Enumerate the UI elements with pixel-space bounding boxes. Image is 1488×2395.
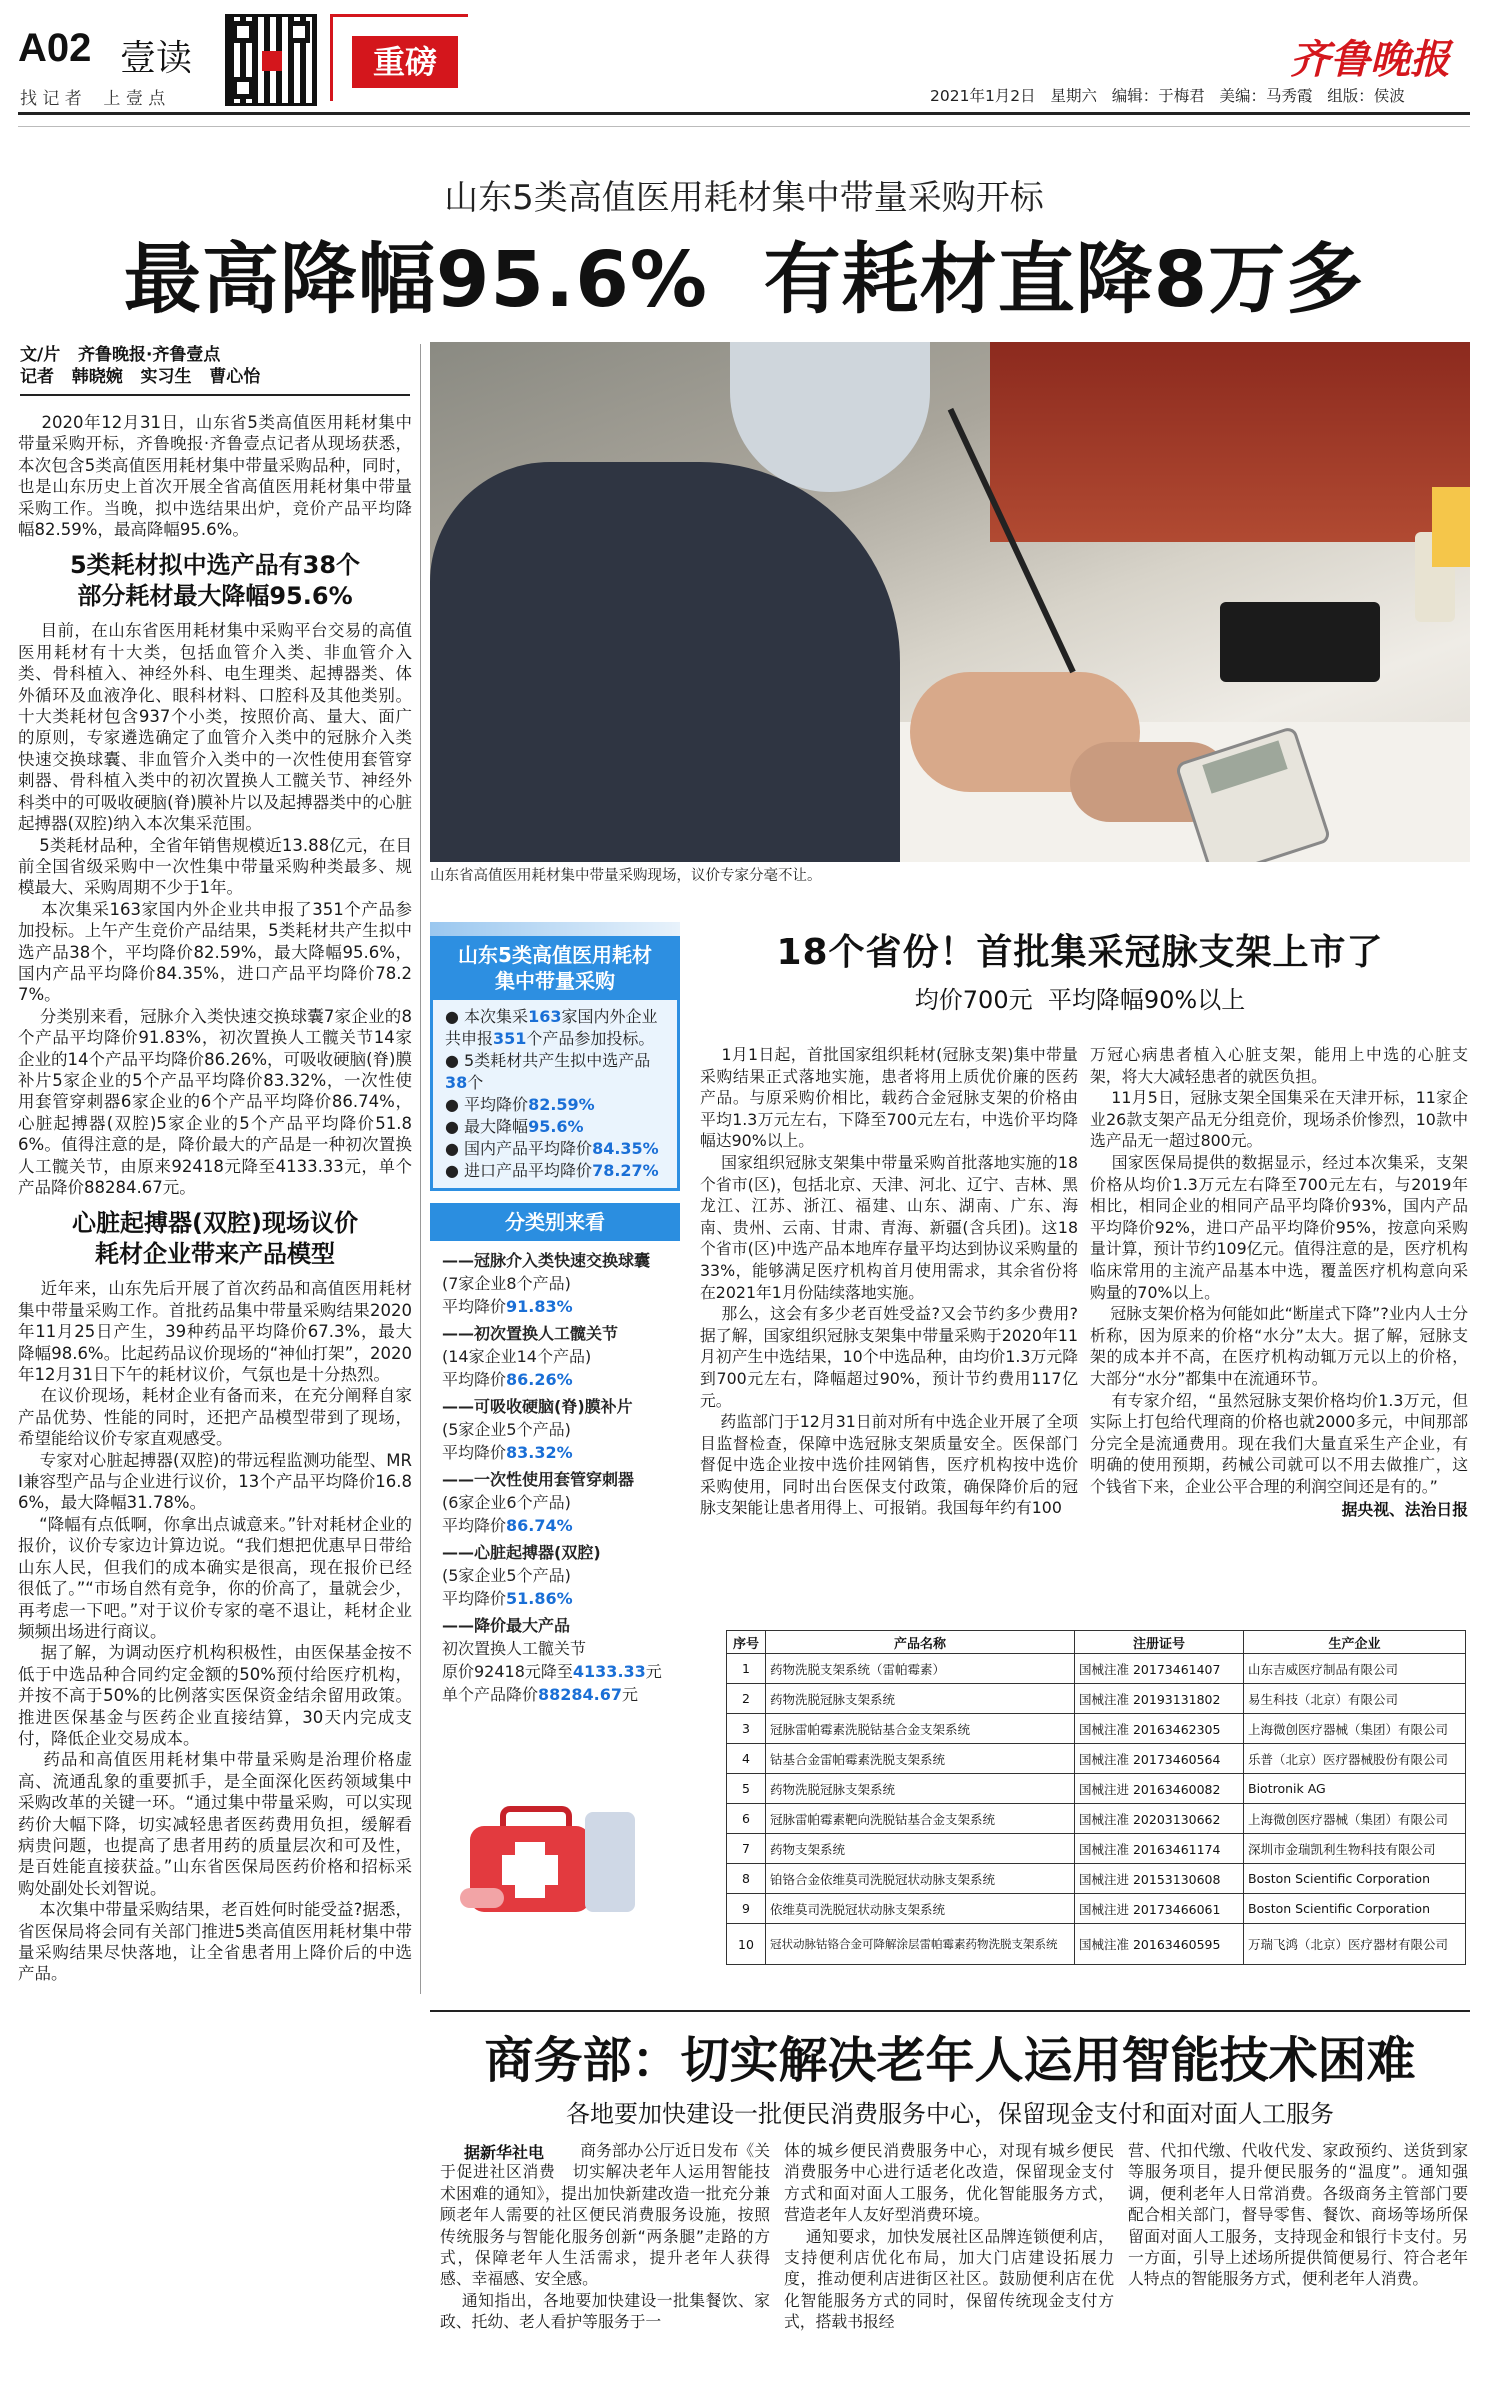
table-header-cell: 注册证号 <box>1075 1631 1244 1654</box>
stent-column-a: 1月1日起，首批国家组织耗材(冠脉支架)集中带量采购结果正式落地实施，患者将用上质优价廉的医药产品。与原采购价相比，载药合金冠脉支架的价格由平均1.3万元左右，下降至700元左右，中选价平均降幅达90%以上。 国家组织冠脉支架集中带量采购首批落地实施的18个省市(区)，包括北京、天津、河北、辽宁、吉林、黑龙江、江苏、浙江、福建、山东、湖南、广东、海南、贵州、云南、甘肃、青海、新疆(含兵团)。这18个省市(区)中选产品本地库存量平均达到协议采购量的33%，能够满足医疗机构首月使用需求，其余省份将在2021年1月份陆续落地实施。 那么，这会有多少老百姓受益?又会节约多少费用?据了解，国家组织冠脉支架集中带量采购于2020年11月初产生中选结果，10个中选品种，由均价1.3万元降到700元左右，降幅超过90%，预计节约费用117亿元。 药监部门于12月31日前对所有中选企业开展了全项目监督检查，保障中选冠脉支架质量安全。医保部门督促中选企业按中选价挂网销售，医疗机构按中选价采购使用，同时出台医保支付政策，确保降价后的冠脉支架能让患者用得上、可报销。我国每年约有100 <box>700 1045 1078 1518</box>
byline-rule <box>20 394 410 396</box>
table-row: 6 冠脉雷帕霉素靶向洗脱钴基合金支架系统 国械注准 20203130662 上海微创医疗器械（集团）有限公司 <box>727 1804 1466 1834</box>
sidebar-summary-item: ● 国内产品平均降价84.35% <box>445 1139 659 1158</box>
category-item: ——一次性使用套管穿刺器 (6家企业6个产品) 平均降价86.74% <box>442 1470 635 1535</box>
article-body-2: 近年来，山东先后开展了首次药品和高值医用耗材集中带量采购工作。首批药品集中带量采购结果2020年11月25日产生，39种药品平均降价67.3%，最大降幅98.6%。比起药品议价现场的“神仙打架”，2020年12月31日下午的耗材议价，气氛也是十分热烈。 在议价现场，耗材企业有备而来，在充分阐释自家产品优势、性能的同时，还把产品模型带到了现场，希望能给议价专家直观感受。 专家对心脏起搏器(双腔)的带远程监测功能型、MRI兼容型产品与企业进行议价，13个产品平均降价16.86%，最大降幅31.78%。 “降幅有点低啊，你拿出点诚意来。”针对耗材企业的报价，议价专家边计算边说。“我们想把优惠早日带给山东人民，但我们的成本确实是很高，现在报价已经很低了。”“市场自然有竞争，你的价高了，量就会少，再考虑一下吧。”对于议价专家的毫不退让，耗材企业频频出场进行商议。 据了解，为调动医疗机构积极性，由医保基金按不低于中选品种合同约定金额的50%预付给医疗机构，并按不高于50%的比例落实医保资金结余留用政策。推进医保基金与医药企业直接结算，30天内完成支付，降低企业交易成本。 药品和高值医用耗材集中带量采购是治理价格虚高、流通乱象的重要抓手，是全面深化医药领域集中采购改革的关键一环。“通过集中带量采购，可以实现药价大幅下降，切实减轻患者医药费用负担，缓解看病贵问题，也提高了患者用药的质量层次和可及性，是百姓能直接获益。”山东省医保局医药价格和招标采购处副处长刘智说。 本次集中带量采购结果，老百姓何时能受益?据悉，省医保局将会同有关部门推进5类高值医用耗材集中带量采购结果尽快落地，让全省患者用上降价后的中选产品。 <box>18 1279 413 1984</box>
sidebar-summary <box>430 1000 680 1191</box>
table-row: 1 药物洗脱支架系统（雷帕霉素） 国械注准 20173461407 山东吉威医疗制品有限公司 <box>727 1654 1466 1684</box>
byline-line1: 文/片 齐鲁晚报·齐鲁壹点 <box>20 345 221 365</box>
headline-kicker: 山东5类高值医用耗材集中带量采购开标 <box>444 178 1044 218</box>
subhead-2: 心脏起搏器(双腔)现场议价 耗材企业带来产品模型 <box>72 1209 358 1269</box>
news-photo <box>430 342 1470 862</box>
table-row: 3 冠脉雷帕霉素洗脱钴基合金支架系统 国械注准 20163462305 上海微创医疗器械（集团）有限公司 <box>727 1714 1466 1744</box>
stent-product-table <box>726 1630 1466 1965</box>
table-row: 7 药物支架系统 国械注准 20163461174 深圳市金瑞凯利生物科技有限公司 <box>727 1834 1466 1864</box>
sidebar-category-title: 分类别来看 <box>430 1203 680 1241</box>
stent-subtitle: 均价700元 平均降幅90%以上 <box>914 986 1246 1014</box>
commerce-top-rule <box>430 2010 1470 2012</box>
byline-line2: 记者 韩晓婉 实习生 曹心怡 <box>20 367 261 387</box>
category-item: ——初次置换人工髋关节 (14家企业14个产品) 平均降价86.26% <box>442 1324 619 1389</box>
table-header-cell: 生产企业 <box>1244 1631 1466 1654</box>
section-name: 壹读 <box>120 38 193 79</box>
sidebar-summary-item: ● 进口产品平均降价78.27% <box>445 1161 659 1180</box>
tagline: 找 记 者 上 壹 点 <box>20 89 166 109</box>
product-table <box>726 1630 1466 1965</box>
commerce-column-b: 体的城乡便民消费服务中心，对现有城乡便民消费服务中心进行适老化改造，保留现金支付方式和面对面人工服务，优化智能服务方式，营造老年人友好型消费环境。 通知要求，加快发展社区品牌连锁便利店，支持便利店优化布局，加大门店建设拓展力度，推动便利店进街区社区。鼓励便利店在优化智能服务方式的同时，保留传统现金支付方式，搭载书报经 <box>784 2141 1114 2332</box>
table-row: 4 钴基合金雷帕霉素洗脱支架系统 国械注准 20173460564 乐普（北京）医疗器械股份有限公司 <box>727 1744 1466 1774</box>
commerce-column-c: 营、代扣代缴、代收代发、家政预约、送货到家等服务项目，提升便民服务的“温度”。通知强调，便利老年人日常消费。各级商务主管部门要配合相关部门，督导零售、餐饮、商场等场所保留面对面人工服务，支持现金和银行卡支付。另一方面，引导上述场所提供简便易行、符合老年人特点的智能服务方式，便利老年人消费。 <box>1128 2141 1468 2289</box>
stent-title: 18个省份！首批集采冠脉支架上市了 <box>776 932 1384 973</box>
stent-column-b: 万冠心病患者植入心脏支架，能用上中选的心脏支架，将大大减轻患者的就医负担。 11月5日，冠脉支架全国集采在天津开标，11家企业26款支架产品无分组竞价，现场杀价惨烈，10款中选产品无一超过800元。 国家医保局提供的数据显示，经过本次集采，支架价格从均价1.3万元左右降至700元左右，与2019年相比，相同企业的相同产品平均降价93%，国内产品平均降价92%，进口产品平均降价95%，按意向采购量计算，预计节约109亿元。值得注意的是，医疗机构临床常用的主流产品基本中选，覆盖医疗机构意向采购量的70%以上。 冠脉支架价格为何能如此“断崖式下降”?业内人士分析称，因为原来的价格“水分”太大。据了解，冠脉支架的成本并不高，在医疗机构动辄万元以上的价格，大部分“水分”都集中在流通环节。 有专家介绍，“虽然冠脉支架价格均价1.3万元，但实际上打包给代理商的价格也就2000多元，中间那部分完全是流通费用。现在我们大量直采生产企业，有明确的使用预期，药械公司就可以不用去做推广，这个钱省下来，企业公平合理的利润空间还是有的。” 据央视、法治日报 <box>1090 1045 1468 1520</box>
table-row: 9 依维莫司洗脱冠状动脉支架系统 国械注进 20173466061 Boston Scientific Corporation <box>727 1894 1466 1924</box>
table-row: 10 冠状动脉钴铬合金可降解涂层雷帕霉素药物洗脱支架系统 国械注准 20163460595 万瑞飞鸿（北京）医疗器材有限公司 <box>727 1924 1466 1965</box>
max-product: ——降价最大产品 初次置换人工髋关节 原价92418元降至4133.33元 单个产品降价88284.67元 <box>442 1616 662 1704</box>
table-row: 2 药物洗脱冠脉支架系统 国械注准 20193131802 易生科技（北京）有限公司 <box>727 1684 1466 1714</box>
column-left <box>18 412 412 1985</box>
sidebar-categories <box>430 1241 680 1712</box>
commerce-column-a: 据新华社电 商务部办公厅近日发布《关于促进社区消费 切实解决老年人运用智能技术困难的通知》，提出加快新建改造一批充分兼顾老年人需要的社区便民消费服务设施，按照传统服务与智能化服务创新“两条腿”走路的方式，保障老年人生活需求，提升老年人获得感、幸福感、安全感。 通知指出，各地要加快建设一批集餐饮、家政、托幼、老人看护等服务于一 <box>440 2141 770 2332</box>
sidebar-title: 山东5类高值医用耗材 集中带量采购 <box>430 936 680 1000</box>
commerce-title: 商务部：切实解决老年人运用智能技术困难 <box>484 2032 1416 2089</box>
subhead-1: 5类耗材拟中选产品有38个 部分耗材最大降幅95.6% <box>69 551 361 611</box>
photo-caption: 山东省高值医用耗材集中带量采购现场，议价专家分毫不让。 <box>430 868 822 884</box>
table-header-cell: 序号 <box>727 1631 766 1654</box>
masthead <box>0 0 1488 130</box>
category-tag: 重磅 <box>352 36 458 88</box>
masthead-rule-thin <box>18 126 1470 127</box>
category-item: ——冠脉介入类快速交换球囊 (7家企业8个产品) 平均降价91.83% <box>442 1251 651 1316</box>
masthead-rule <box>18 112 1470 115</box>
table-header-row <box>727 1631 1466 1654</box>
headline-main: 最高降幅95.6% 有耗材直降8万多 <box>123 236 1365 325</box>
data-sidebar <box>430 922 680 2002</box>
table-row: 5 药物洗脱冠脉支架系统 国械注进 20163460082 Biotronik AG <box>727 1774 1466 1804</box>
date-line: 2021年1月2日 星期六 编辑：于梅君 美编：马秀霞 组版：侯波 <box>930 87 1405 105</box>
commerce-subtitle: 各地要加快建设一批便民消费服务中心，保留现金支付和面对面人工服务 <box>566 2100 1334 2128</box>
sidebar-summary-item: ● 5类耗材共产生拟中选产品38个 <box>445 1051 651 1092</box>
category-item: ——可吸收硬脑(脊)膜补片 (5家企业5个产品) 平均降价83.32% <box>442 1397 633 1462</box>
column-divider <box>420 344 421 1994</box>
sidebar-summary-item: ● 最大降幅95.6% <box>445 1117 584 1136</box>
sidebar-summary-item: ● 平均降价82.59% <box>445 1095 595 1114</box>
table-header-cell: 产品名称 <box>766 1631 1075 1654</box>
qr-code-icon <box>225 14 317 106</box>
category-item: ——心脏起搏器(双腔) (5家企业5个产品) 平均降价51.86% <box>442 1543 601 1608</box>
page-number: A02 <box>18 26 92 70</box>
article-intro: 2020年12月31日，山东省5类高值医用耗材集中带量采购开标，齐鲁晚报·齐鲁壹点记者从现场获悉，本次包含5类高值医用耗材集中带量采购品种，同时，也是山东历史上首次开展全省高值医用耗材集中带量采购工作。当晚，拟中选结果出炉，竞价产品平均降幅82.59%，最高降幅95.6%。 <box>18 413 412 540</box>
byline <box>20 344 410 396</box>
stent-source: 据央视、法治日报 <box>1341 1500 1468 1520</box>
medical-kit-icon <box>460 1792 650 1922</box>
sidebar-summary-item: ● 本次集采163家国内外企业共申报351个产品参加投标。 <box>445 1007 658 1048</box>
sidebar-top-border <box>430 922 680 936</box>
table-row: 8 铂铬合金依维莫司洗脱冠状动脉支架系统 国械注进 20153130608 Boston Scientific Corporation <box>727 1864 1466 1894</box>
newspaper-logo: 齐鲁晚报 <box>1290 36 1450 83</box>
commerce-source: 据新华社电 <box>464 2143 545 2162</box>
article-body-1: 目前，在山东省医用耗材集中采购平台交易的高值医用耗材有十大类，包括血管介入类、非血管介入类、骨科植入、神经外科、电生理类、起搏器类、体外循环及血液净化、眼科材料、口腔科及其他类别。十大类耗材包含937个小类，按照价高、量大、面广的原则，专家遴选确定了血管介入类中的冠脉介入类快速交换球囊、非血管介入类中的一次性使用套管穿刺器、骨科植入类中的初次置换人工髋关节、神经外科类中的可吸收硬脑(脊)膜补片以及起搏器类中的心脏起搏器(双腔)纳入本次集采范围。 5类耗材品种，全省年销售规模近13.88亿元，在目前全国省级采购中一次性集中带量采购种类最多、规模最大、采购周期不少于1年。 本次集采163家国内外企业共申报了351个产品参加投标。上午产生竞价产品结果，5类耗材共产生拟中选产品38个，平均降价82.59%，最大降幅95.6%，国内产品平均降价84.35%，进口产品平均降价78.27%。 分类别来看，冠脉介入类快速交换球囊7家企业的8个产品平均降价91.83%，初次置换人工髋关节14家企业的14个产品平均降价86.26%，可吸收硬脑(脊)膜补片5家企业的5个产品平均降价83.32%，一次性使用套管穿刺器6家企业的6个产品平均降价86.74%，心脏起搏器(双腔)5家企业的5个产品平均降价51.86%。值得注意的是，降价最大的产品是一种初次置换人工髋关节，由原来92418元降至4133.33元，单个产品降价88284.67元。 <box>18 621 413 1197</box>
